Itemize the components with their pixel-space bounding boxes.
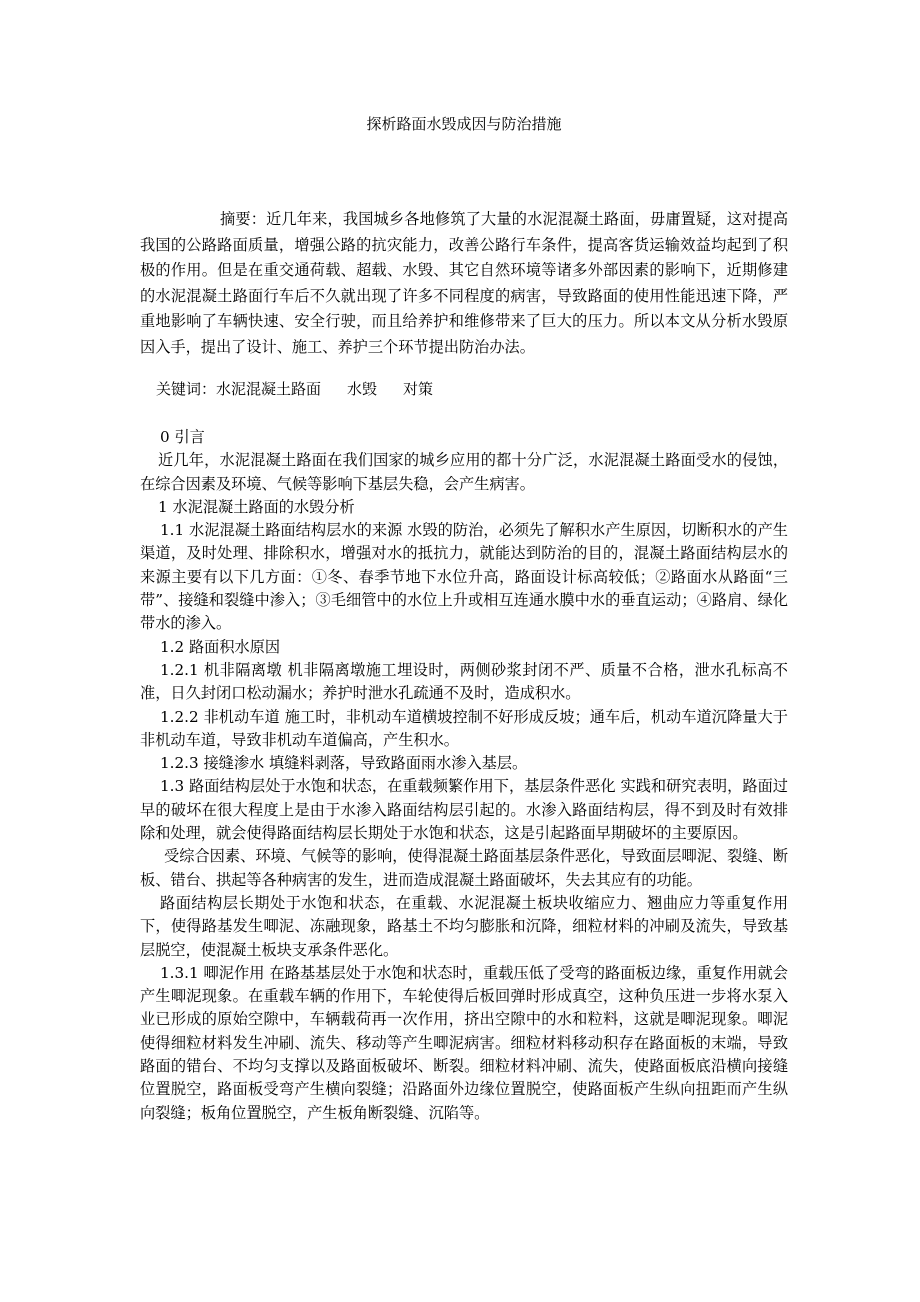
keywords-line bbox=[156, 377, 433, 401]
paragraph-1-2-3: 1.2.3 接缝渗水 填缝料剥落，导致路面雨水渗入基层。 bbox=[160, 754, 528, 773]
keyword-item: 水泥混凝土路面 bbox=[216, 380, 322, 398]
paragraph-1-3-3: 路面结构层长期处于水饱和状态，在重载、水泥混凝土板块收缩应力、翘曲应力等重复作用下，使得路基发生唧泥、冻融现象，路基土不均匀膨胀和沉降，细粒材料的冲刷及流失，导致基层脱空，使混凝土板块支承条件恶化。 bbox=[140, 893, 788, 959]
paragraph-1-2-1: 1.2.1 机非隔离墩 机非隔离墩施工埋设时，两侧砂浆封闭不严、质量不合格，泄水孔标高不准，日久封闭口松动漏水；养护时泄水孔疏通不及时，造成积水。 bbox=[140, 660, 788, 703]
section-heading-1: 1 水泥混凝土路面的水毁分析 bbox=[158, 497, 355, 516]
body-text bbox=[140, 426, 788, 1125]
keyword-item: 水毁 bbox=[347, 380, 378, 398]
paragraph-1-2-2: 1.2.2 非机动车道 施工时，非机动车道横坡控制不好形成反坡；通车后，机动车道沉降量大于非机动车道，导致非机动车道偏高，产生积水。 bbox=[140, 707, 788, 749]
paragraph-introduction: 近几年，水泥混凝土路面在我们国家的城乡应用的都十分广泛，水泥混凝土路面受水的侵蚀，在综合因素及环境、气候等影响下基层失稳，会产生病害。 bbox=[140, 451, 788, 493]
section-heading-0: 0 引言 bbox=[160, 428, 205, 446]
section-heading-1-2: 1.2 路面积水原因 bbox=[160, 637, 281, 656]
keywords-label: 关键词： bbox=[156, 380, 217, 398]
paragraph-1-3: 1.3 路面结构层处于水饱和状态，在重载频繁作用下，基层条件恶化 实践和研究表明，路面过早的破坏在很大程度上是由于水渗入路面结构层引起的。水渗入路面结构层，得不到及时有效排除和处理，就会使得路面结构层长期处于水饱和状态，这是引起路面早期破坏的主要原因。 bbox=[140, 777, 788, 843]
paragraph-1-3-1: 1.3.1 唧泥作用 在路基基层处于水饱和状态时，重载压低了受弯的路面板边缘，重复作用就会产生唧泥现象。在重载车辆的作用下，车轮使得后板回弹时形成真空，这种负压进一步将水泵入业已形成的原始空隙中，车辆载荷再一次作用，挤出空隙中的水和粒料，这就是唧泥现象。唧泥使得细粒材料发生冲刷、流失、移动等产生唧泥病害。细粒材料移动积存在路面板的末端，导致路面的错台、不均匀支撑以及路面板破坏、断裂。细粒材料冲刷、流失，使路面板底沿横向接缝位置脱空，路面板受弯产生横向裂缝；沿路面外边缘位置脱空，使路面板产生纵向扭距而产生纵向裂缝；板角位置脱空，产生板角断裂缝、沉陷等。 bbox=[140, 963, 788, 1122]
paragraph-1-3-2: 受综合因素、环境、气候等的影响，使得混凝土路面基层条件恶化，导致面层唧泥、裂缝、断板、错台、拱起等各种病害的发生，进而造成混凝土路面破坏，失去其应有的功能。 bbox=[140, 847, 788, 889]
document-title: 探析路面水毁成因与防治措施 bbox=[366, 115, 562, 133]
paragraph-1-1: 1.1 水泥混凝土路面结构层水的来源 水毁的防治，必须先了解积水产生原因，切断积水的产生渠道，及时处理、排除积水，增强对水的抵抗力，就能达到防治的目的，混凝土路面结构层水的来源主要有以下几方面：①冬、春季节地下水位升高，路面设计标高较低；②路面水从路面“三带”、接缝和裂缝中渗入；③毛细管中的水位上升或相互连通水膜中水的垂直运动；④路肩、绿化带水的渗入。 bbox=[140, 521, 788, 633]
abstract-paragraph: 摘要：近几年来，我国城乡各地修筑了大量的水泥混凝土路面，毋庸置疑，这对提高我国的公路路面质量，增强公路的抗灾能力，改善公路行车条件，提高客货运输效益均起到了积极的作用。但是在重交通荷载、超载、水毁、其它自然环境等诸多外部因素的影响下，近期修建的水泥混凝土路面行车后不久就出现了许多不同程度的病害，导致路面的使用性能迅速下降，严重地影响了车辆快速、安全行驶，而且给养护和维修带来了巨大的压力。所以本文从分析水毁原因入手，提出了设计、施工、养护三个环节提出防治办法。 bbox=[140, 210, 788, 356]
keyword-item: 对策 bbox=[403, 380, 434, 398]
